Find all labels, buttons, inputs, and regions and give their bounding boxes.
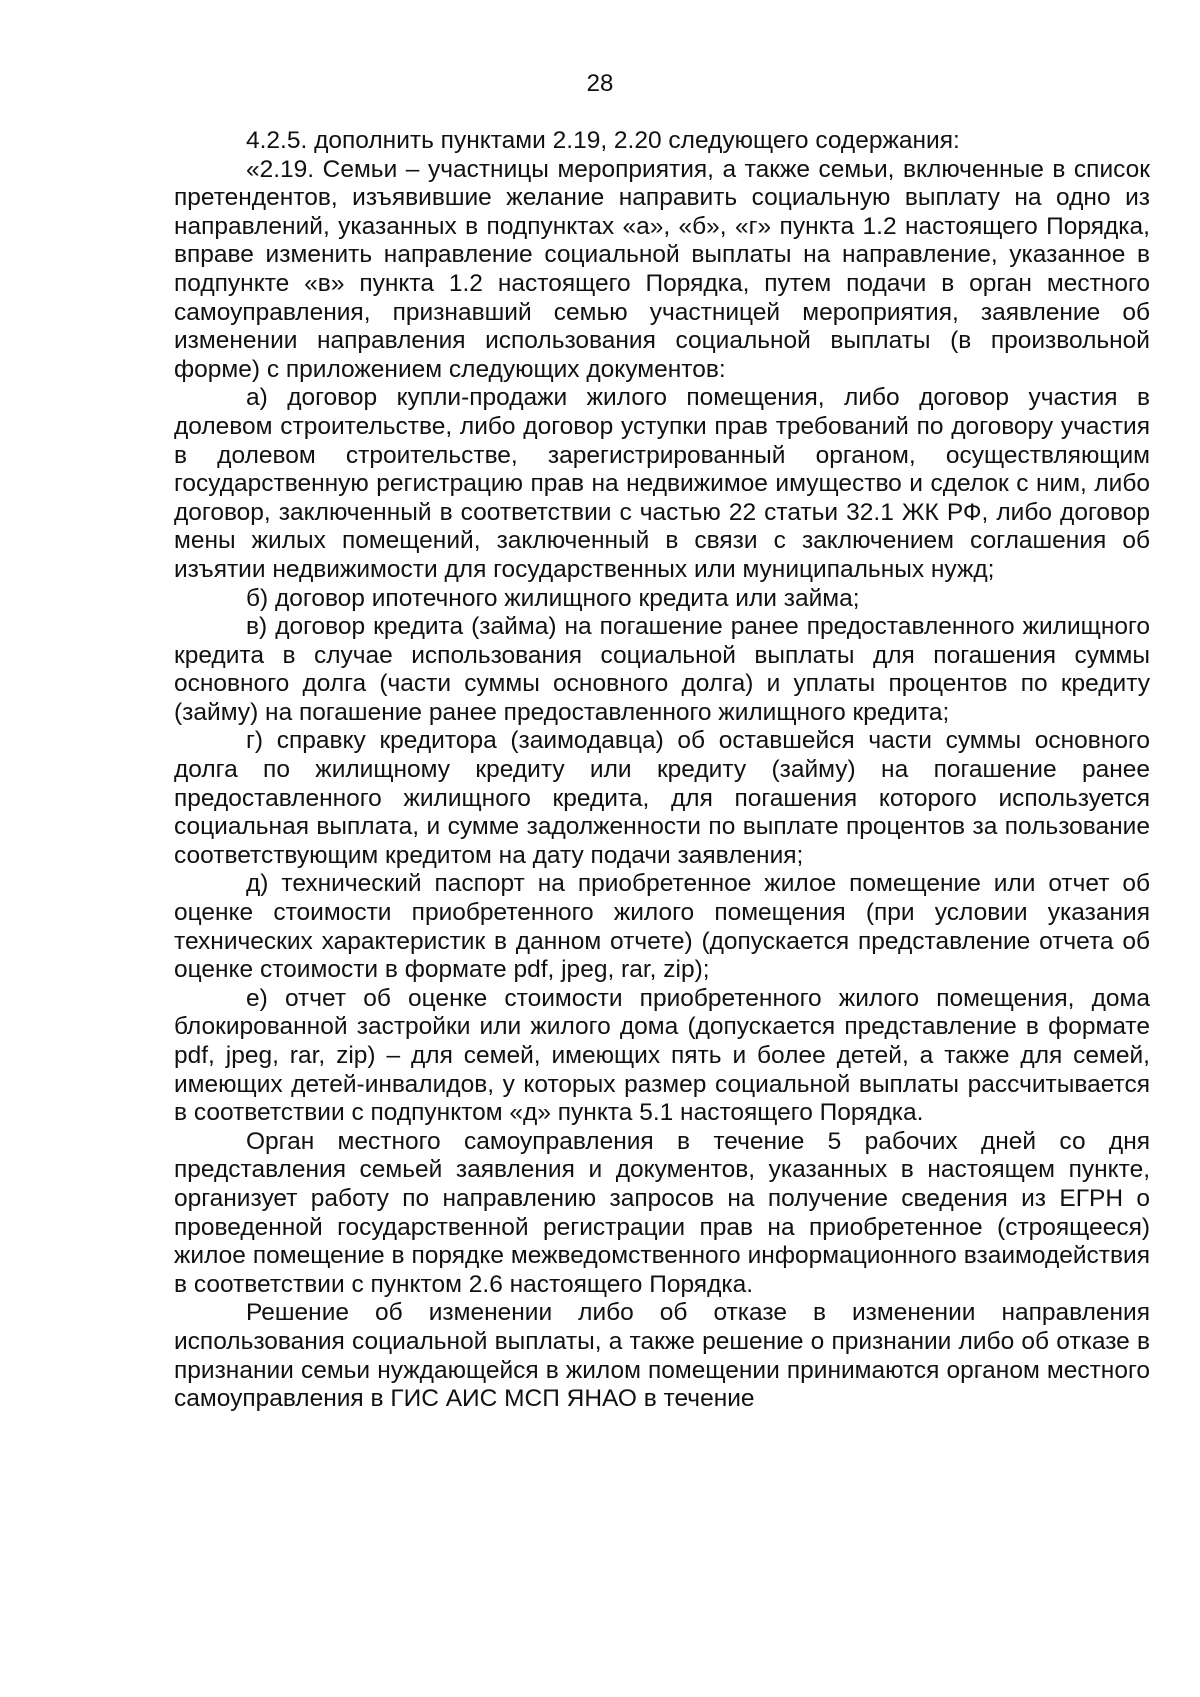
document-body [174, 127, 1150, 1414]
paragraph-4-2-5: 4.2.5. дополнить пунктами 2.19, 2.20 следующего содержания: [246, 127, 960, 154]
list-item-g: г) справку кредитора (заимодавца) об оставшейся части суммы основного долга по жилищному кредиту или кредиту (займу) на погашение ранее предоставленного жилищного кредита, для погашения которого используется социальная выплата, и сумме задолженности по выплате процентов за пользование соответствующим кредитом на дату подачи заявления; [174, 727, 1150, 869]
list-item-e: е) отчет об оценке стоимости приобретенного жилого помещения, дома блокированной застройки или жилого дома (допускается представление в формате pdf, jpeg, rar, zip) – для семей, имеющих пять и более детей, а также для семей, имеющих детей-инвалидов, у которых размер социальной выплаты рассчитывается в соответствии с подпунктом «д» пункта 5.1 настоящего Порядка. [174, 984, 1150, 1127]
paragraph-2-19: «2.19. Семьи – участницы мероприятия, а также семьи, включенные в список претендентов, изъявившие желание направить социальную выплату на одно из направлений, указанных в подпунктах «а», «б», «г» пункта 1.2 настоящего Порядка, вправе изменить направление социальной выплаты на направление, указанное в подпункте «в» пункта 1.2 настоящего Порядка, путем подачи в орган местного самоуправления, признавший семью участницей мероприятия, заявление об изменении направления использования социальной выплаты (в произвольной форме) с приложением следующих документов: [174, 155, 1150, 383]
list-item-d: д) технический паспорт на приобретенное жилое помещение или отчет об оценке стоимости приобретенного жилого помещения (при условии указания технических характеристик в данном отчете) (допускается представление отчета об оценке стоимости в формате pdf, jpeg, rar, zip); [174, 870, 1150, 984]
list-item-a: а) договор купли-продажи жилого помещения, либо договор участия в долевом строительстве, либо договор уступки прав требований по договору участия в долевом строительстве, зарегистрированный органом, осуществляющим государственную регистрацию прав на недвижимое имущество и сделок с ним, либо договор, заключенный в соответствии с частью 22 статьи 32.1 ЖК РФ, либо договор мены жилых помещений, заключенный в связи с заключением соглашения об изъятии недвижимости для государственных или муниципальных нужд; [174, 384, 1150, 583]
paragraph-authority-procedure: Орган местного самоуправления в течение 5 рабочих дней со дня представления семьей заявления и документов, указанных в настоящем пункте, организует работу по направлению запросов на получение сведения из ЕГРН о проведенной государственной регистрации прав на приобретенное (строящееся) жилое помещение в порядке межведомственного информационного взаимодействия в соответствии с пунктом 2.6 настоящего Порядка. [174, 1127, 1150, 1298]
list-item-v: в) договор кредита (займа) на погашение ранее предоставленного жилищного кредита в случае использования социальной выплаты для погашения суммы основного долга (части суммы основного долга) и уплаты процентов по кредиту (займу) на погашение ранее предоставленного жилищного кредита; [174, 613, 1150, 726]
list-item-b: б) договор ипотечного жилищного кредита или займа; [246, 584, 860, 612]
paragraph-decision: Решение об изменении либо об отказе в изменении направления использования социальной выплаты, а также решение о признании либо об отказе в признании семьи нуждающейся в жилом помещении принимаются органом местного самоуправления в ГИС АИС МСП ЯНАО в течение [174, 1299, 1150, 1413]
page-number: 28 [586, 70, 614, 97]
